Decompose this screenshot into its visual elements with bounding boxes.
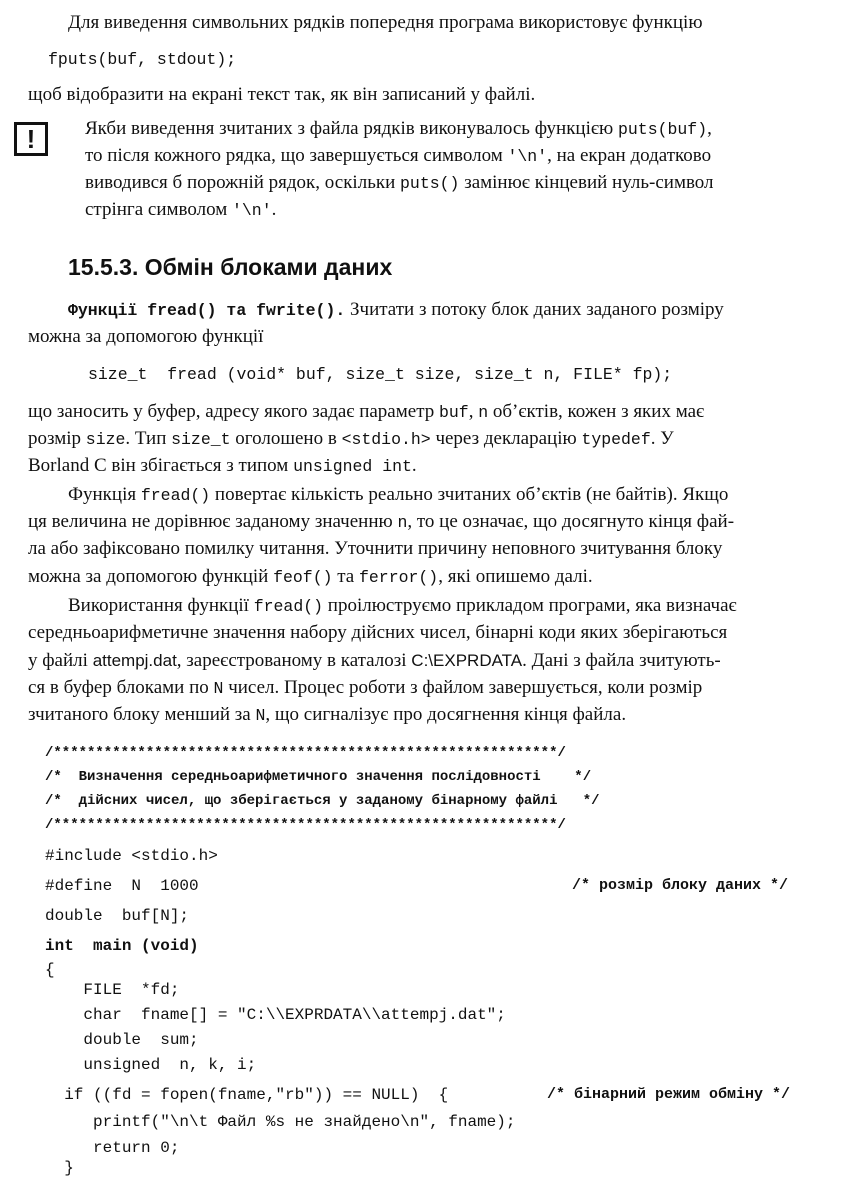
code-comment: /* розмір блоку даних */: [572, 877, 789, 894]
note-line: то після кожного рядка, що завершується символом '\n', на екран додатково: [85, 145, 712, 166]
paragraph-line: що заносить у буфер, адресу якого задає параметр buf, n об’єктів, кожен з яких має: [28, 401, 705, 422]
code-line: double buf[N];: [45, 907, 190, 925]
code-comment-line: /************************************************************/: [45, 745, 566, 761]
intro-text-line: Для виведення символьних рядків попередня програма використовує функцію: [68, 12, 703, 33]
code-line: printf("\n\t Файл %s не знайдено\n", fname);: [45, 1113, 516, 1131]
note-line: стрінга символом '\n'.: [85, 199, 277, 220]
paragraph-line: ця величина не дорівнює заданому значенню n, то це означає, що досягнуто кінця фай-: [28, 511, 735, 532]
paragraph-line: можна за допомогою функції: [28, 326, 264, 347]
code-line: unsigned n, k, i;: [45, 1056, 257, 1074]
paragraph-line: зчитаного блоку менший за N, що сигналізує про досягнення кінця файла.: [28, 704, 627, 725]
paragraph-line: ся в буфер блоками по N чисел. Процес роботи з файлом завершується, коли розмір: [28, 677, 703, 698]
code-comment-line: /* Визначення середньоарифметичного значення послідовності */: [45, 769, 592, 785]
code-line: char fname[] = "C:\\EXPRDATA\\attempj.dat";: [45, 1006, 506, 1024]
code-line: #define N 1000: [45, 877, 199, 895]
note-line: Якби виведення зчитаних з файла рядків виконувалось функцією puts(buf),: [85, 118, 712, 139]
paragraph-line: у файлі attempj.dat, зареєстрованому в каталозі C:\EXPRDATA. Дані з файла зчитують-: [28, 650, 721, 671]
section-heading: 15.5.3. Обмін блоками даних: [68, 254, 393, 280]
note-line: виводився б порожній рядок, оскільки puts() замінює кінцевий нуль-символ: [85, 172, 714, 193]
intro-code: fputs(buf, stdout);: [48, 50, 237, 69]
code-line: return 0;: [45, 1139, 180, 1157]
paragraph-line: Функції fread() та fwrite(). Зчитати з потоку блок даних заданого розміру: [68, 299, 724, 320]
code-line: #include <stdio.h>: [45, 847, 218, 865]
paragraph-line: Використання функції fread() проілюструємо прикладом програми, яка визначає: [68, 595, 737, 616]
exclamation-box-icon: !: [14, 122, 48, 156]
code-comment: /* бінарний режим обміну */: [547, 1086, 791, 1103]
code-line: }: [45, 1159, 74, 1177]
paragraph-line: можна за допомогою функцій feof() та ferror(), які опишемо далі.: [28, 566, 593, 587]
code-line: {: [45, 961, 55, 979]
intro-text-line: щоб відобразити на екрані текст так, як він записаний у файлі.: [28, 84, 536, 105]
function-prototype: size_t fread (void* buf, size_t size, size_t n, FILE* fp);: [88, 365, 673, 384]
paragraph-line: Borland C він збігається з типом unsigned int.: [28, 455, 417, 476]
code-line: double sum;: [45, 1031, 199, 1049]
paragraph-line: ла або зафіксовано помилку читання. Уточнити причину неповного зчитування блоку: [28, 538, 723, 559]
code-comment-line: /* дійсних чисел, що зберігається у заданому бінарному файлі */: [45, 793, 600, 809]
paragraph-line: розмір size. Тип size_t оголошено в <stdio.h> через декларацію typedef. У: [28, 428, 674, 449]
code-comment-line: /************************************************************/: [45, 817, 566, 833]
paragraph-line: Функція fread() повертає кількість реально зчитаних об’єктів (не байтів). Якщо: [68, 484, 729, 505]
code-line: FILE *fd;: [45, 981, 180, 999]
code-line: int main (void): [45, 937, 199, 955]
code-line: if ((fd = fopen(fname,"rb")) == NULL) {: [45, 1086, 449, 1104]
paragraph-line: середньоарифметичне значення набору дійсних чисел, бінарні коди яких зберігаються: [28, 622, 728, 643]
